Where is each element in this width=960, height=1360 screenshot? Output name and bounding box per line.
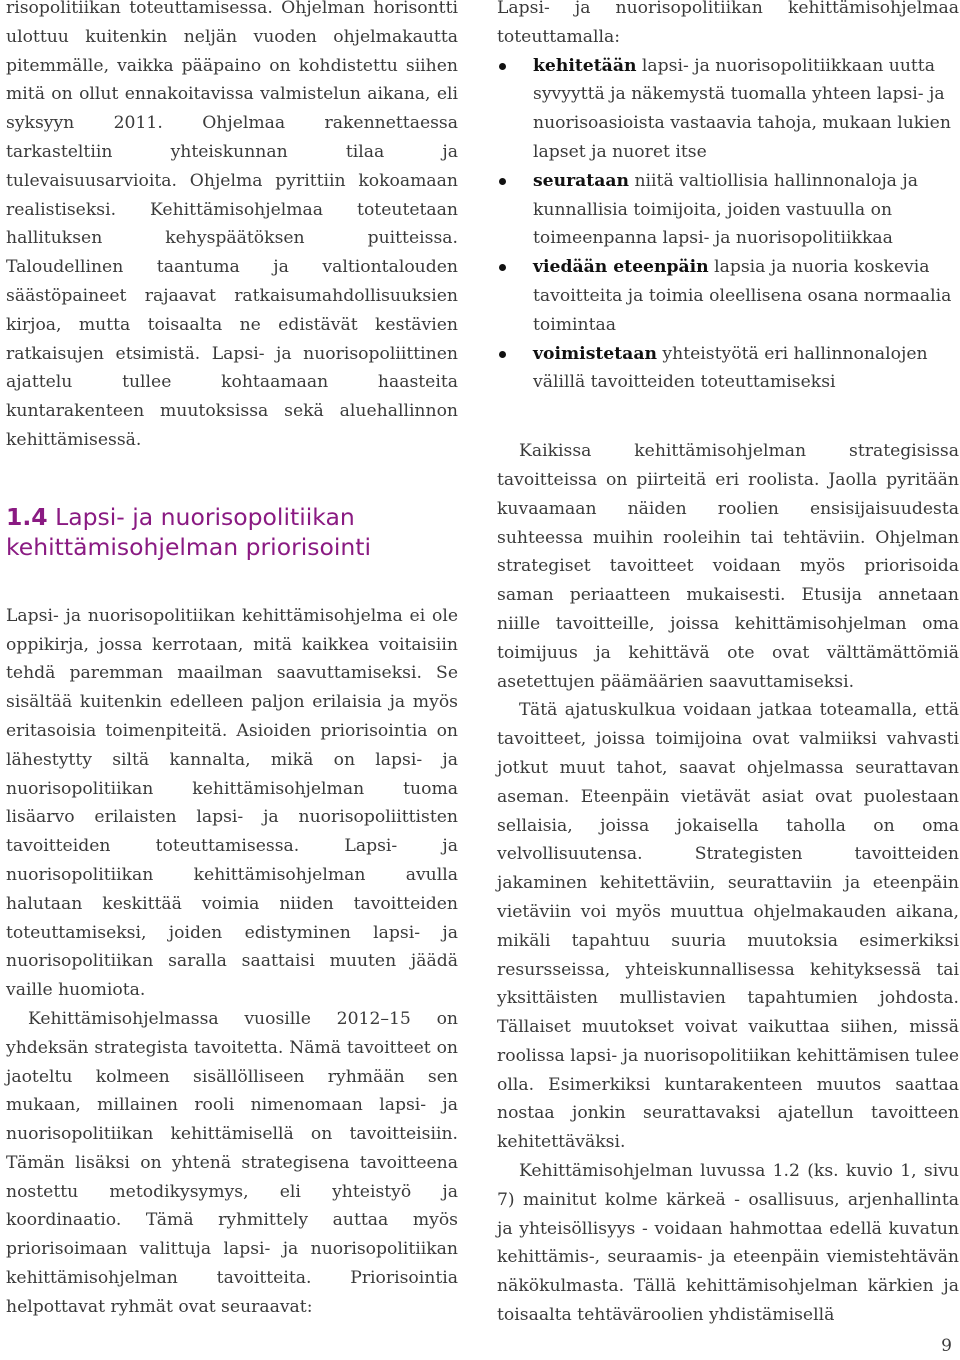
body-paragraph: Kaikissa kehittämisohjelman strategisissa tavoitteissa on piirteitä eri roolista. Jaolla pyritään kuvaamaan näiden roolien ensisijaisuudesta suhteessa muihin rooleihin tai tehtäviin. Ohjelman strategiset tavoitteet voidaan myös priorisoida saman periaatteen mukaisesti. Etusija annetaan niille tavoitteille, joissa kehittämisohjelman oma toimijuus ja kehittävä ote ovat välttämättömiä asetettujen päämäärien saavuttamiseksi. — [497, 441, 959, 692]
list-text: yhteistyötä eri hallinnonalojen välillä tavoitteiden toteuttamiseksi — [533, 343, 928, 393]
intro-paragraph: risopolitiikan toteuttamisessa. Ohjelman horisontti ulottuu kuitenkin neljän vuoden ohjelmakautta pitemmälle, vaikka pääpaino on kohdistettu siihen mitä on ollut ennakoitavissa valmistelun aikana, eli syksyyn 2011. Ohjelmaa rakennettaessa tarkasteltiin yhteiskunnan tilaa ja tulevaisuusarvioita. Ohjelma pyrittiin kokoamaan realistiseksi. Kehittämisohjelmaa toteutetaan hallituksen kehyspäätöksen puitteissa. Taloudellinen taantuma ja valtiontalouden säästöpaineet rajaavat ratkaisumahdollisuuksien kirjoa, mutta toisaalta ne edistävät kestävien ratkaisujen etsimistä. Lapsi- ja nuorisopoliittinen ajattelu tullee kohtaamaan haasteita kuntarakenteen muutoksissa sekä aluehallinnon kehittämisessä. — [6, 0, 458, 450]
list-intro: Lapsi- ja nuorisopolitiikan kehittämisohjelmaa toteuttamalla: — [497, 0, 959, 47]
list-text: niitä valtiollisia hallinnonaloja ja kunnallisia toimijoita, joiden vastuulla on toimeenpanna lapsi- ja nuorisopolitiikkaa — [533, 170, 918, 249]
list-item — [497, 253, 959, 339]
bullet-icon — [499, 63, 506, 70]
section-heading — [6, 502, 458, 562]
body-paragraph: Kehittämisohjelman luvussa 1.2 (ks. kuvio 1, sivu 7) mainitut kolme kärkeä - osallisuus, arjenhallinta ja yhteisöllisyys - voidaan hahmottaa edellä kuvatun kehittämis-, seuraamis- ja eteenpäin viemistehtävän näkökulmasta. Tällä kehittämisohjelman kärkien ja toisaalta tehtäväroolien yhdistämisellä — [497, 1161, 959, 1326]
bullet-icon — [499, 264, 506, 271]
section-number: 1.4 — [6, 502, 48, 531]
list-item — [497, 167, 959, 253]
list-keyword: kehitetään — [533, 55, 637, 76]
list-item — [497, 340, 959, 398]
list-text: lapsi- ja nuorisopolitiikkaan uutta syvyyttä ja näkemystä tuomalla yhteen lapsi- ja nuorisoasioista vastaavia tahoja, mukaan lukien lapset ja nuoret itse — [533, 55, 951, 162]
page-number: 9 — [941, 1336, 952, 1356]
left-column — [6, 0, 458, 1322]
list-keyword: seurataan — [533, 170, 630, 191]
list-keyword: voimistetaan — [533, 343, 657, 364]
body-paragraph: Lapsi- ja nuorisopolitiikan kehittämisohjelma ei ole oppikirja, jossa kerrotaan, mitä kaikkea voitaisiin tehdä paremman maailman saavuttamiseksi. Se sisältää kuitenkin edelleen paljon erilaisia ja myös eritasoisia toimenpiteitä. Asioiden priorisointia on lähestytty siltä kannalta, mikä on lapsi- ja nuorisopolitiikan kehittämisohjelman tuoma lisäarvo erilaisten lapsi- ja nuorisopoliittisten tavoitteiden toteuttamisessa. Lapsi- ja nuorisopolitiikan kehittämisohjelman avulla halutaan keskittää voimia niiden tavoitteiden toteuttamiseksi, joiden edistyminen lapsi- ja nuorisopolitiikan saralla saattaisi muuten jäädä vaille huomiota. — [6, 605, 458, 1001]
section-title: Lapsi- ja nuorisopolitiikan kehittämisohjelman priorisointi — [6, 502, 372, 561]
body-paragraph: Tätä ajatuskulkua voidaan jatkaa toteamalla, että tavoitteet, joissa toimijoina ovat valmiiksi vahvasti jotkut muut tahot, saavat ohjelmassa seurattavan aseman. Eteenpäin vietävät asiat ovat puolestaan sellaisia, joissa jokaisella taholla on oma velvollisuutensa. Strategisten tavoitteiden jakaminen kehitettäviin, seurattaviin ja eteenpäin vietäviin voi myös muuttua ohjelmakauden aikana, mikäli tapahtuu suuria muutoksia esimerkiksi resursseissa, yhteiskunnallisessa kehityksessä tai yksittäisten mullistavien tapahtumien johdosta. Tällaiset muutokset voivat vaikuttaa siihen, missä roolissa lapsi- ja nuorisopolitiikan kehittämisen tulee olla. Esimerkiksi kuntarakenteen muutos saattaa nostaa jonkin seurattavaksi ajatellun tavoitteen kehitettäväksi. — [497, 700, 959, 1153]
bullet-icon — [499, 351, 506, 358]
right-column — [497, 0, 959, 1330]
body-paragraph: Kehittämisohjelmassa vuosille 2012–15 on yhdeksän strategista tavoitetta. Nämä tavoitteet on jaoteltu kolmeen sisällölliseen ryhmään sen mukaan, millainen rooli nimenomaan lapsi- ja nuorisopolitiikan kehittämisellä on tavoitteisiin. Tämän lisäksi on yhtenä strategisena tavoitteena nostettu metodikysymys, eli yhteistyö ja koordinaatio. Tämä ryhmittely auttaa myös priorisoimaan valittuja lapsi- ja nuorisopolitiikan kehittämisohjelman tavoitteita. Priorisointia helpottavat ryhmät ovat seuraavat: — [6, 1008, 458, 1317]
goal-list — [497, 52, 959, 398]
list-item — [497, 52, 959, 167]
list-text: lapsia ja nuoria koskevia tavoitteita ja toimia oleellisena osana normaalia toimintaa — [533, 257, 952, 335]
list-keyword: viedään eteenpäin — [533, 257, 709, 278]
bullet-icon — [499, 178, 506, 185]
